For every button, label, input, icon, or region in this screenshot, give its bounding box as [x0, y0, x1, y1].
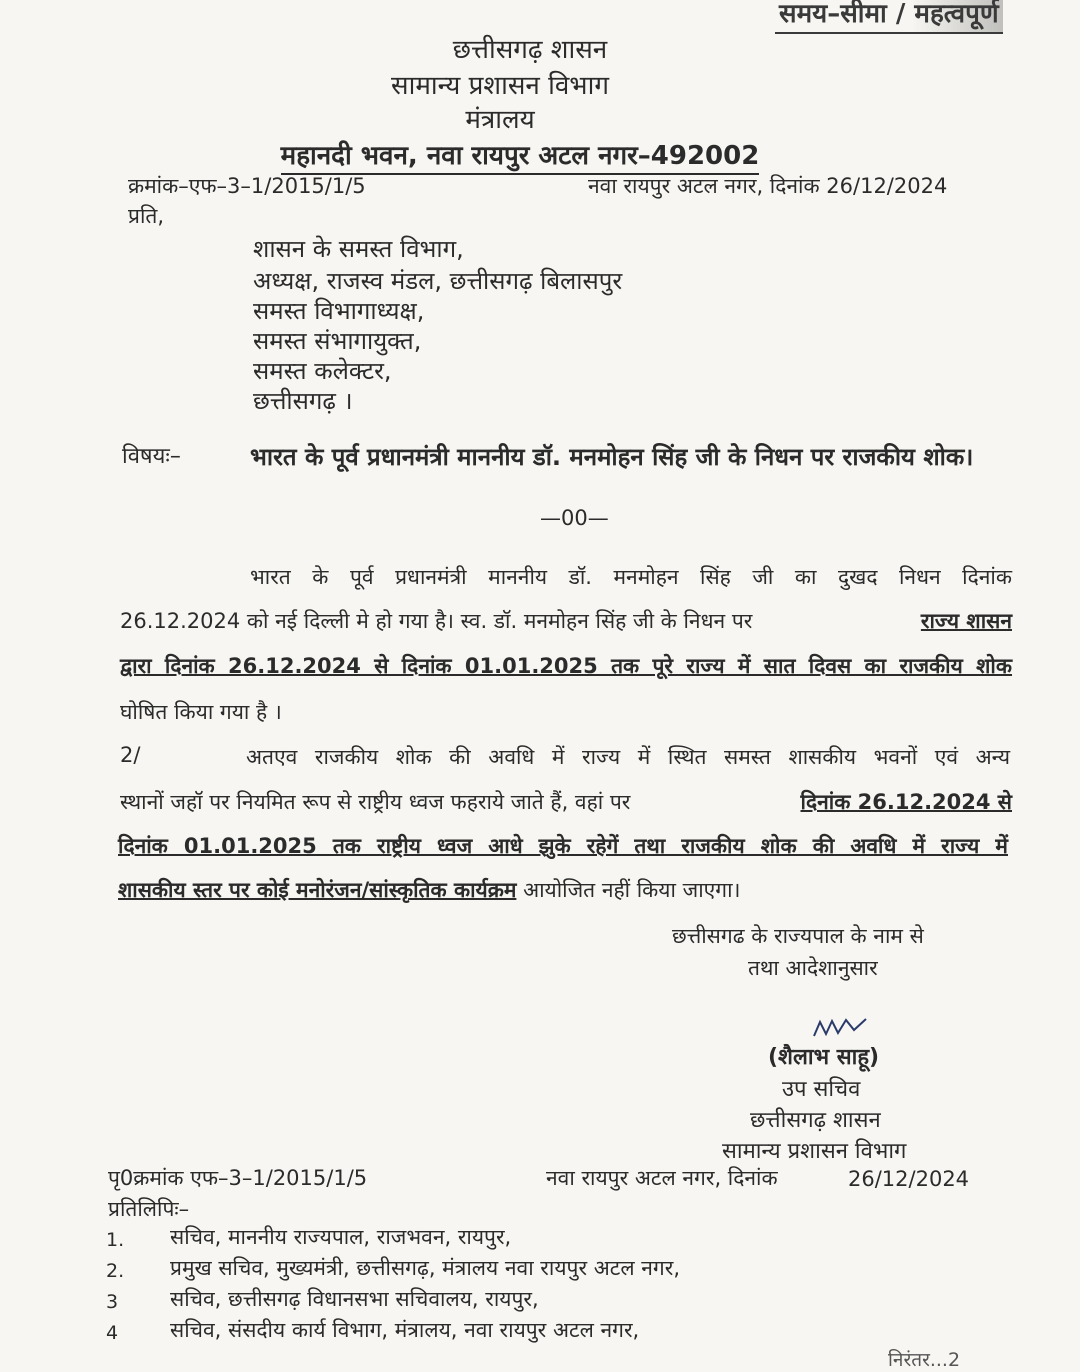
para1-line4: घोषित किया गया है ।: [120, 700, 282, 724]
copy-item: सचिव, संसदीय कार्य विभाग, मंत्रालय, नवा रायपुर अटल नगर,: [170, 1318, 640, 1342]
copy-item-number: 4: [106, 1322, 119, 1344]
para2-number: 2/: [120, 743, 141, 767]
signatory-designation: उप सचिव: [782, 1077, 861, 1102]
closing-line1: छत्तीसगढ के राज्यपाल के नाम से: [672, 924, 924, 948]
para2-line2-underlined: दिनांक 26.12.2024 से: [800, 790, 1012, 814]
para2-line2-text: स्थानों जहॉ पर नियमित रूप से राष्ट्रीय ध्वज फहराये जाते हैं, वहां पर: [120, 790, 631, 814]
closing-line2: तथा आदेशानुसार: [748, 956, 878, 980]
para1-line2: [120, 607, 1012, 635]
addressee-line: समस्त कलेक्टर,: [253, 357, 392, 385]
signatory-govt: छत्तीसगढ़ शासन: [750, 1108, 881, 1133]
header-address: [0, 136, 1060, 172]
addressee-line: समस्त विभागाध्यक्ष,: [253, 297, 425, 325]
prati-label: प्रति,: [128, 204, 165, 228]
subject-label: विषयः–: [122, 444, 181, 469]
addressee-line: छत्तीसगढ़ ।: [253, 387, 353, 415]
para1-line2-underlined: राज्य शासन: [920, 609, 1012, 633]
signatory-department: सामान्य प्रशासन विभाग: [722, 1139, 907, 1164]
reference-place-date: नवा रायपुर अटल नगर, दिनांक 26/12/2024: [588, 174, 948, 198]
para2-line4-underlined: शासकीय स्तर पर कोई मनोरंजन/सांस्कृतिक कार्यक्रम: [118, 878, 517, 902]
addressee-line: शासन के समस्त विभाग,: [253, 235, 464, 263]
signatory-name: (शैलाभ साहू): [768, 1045, 880, 1070]
header-department: सामान्य प्रशासन विभाग: [391, 71, 609, 101]
copy-item: प्रमुख सचिव, मुख्यमंत्री, छत्तीसगढ़, मंत्रालय नवा रायपुर अटल नगर,: [170, 1256, 680, 1280]
para1-line3-underlined: द्वारा दिनांक 26.12.2024 से दिनांक 01.01.2025 तक पूरे राज्य में सात दिवस का राजकीय शोक: [120, 654, 1012, 678]
reference-number: क्रमांक–एफ–3–1/2015/1/5: [128, 174, 366, 198]
copy-item-number: 1.: [106, 1229, 125, 1251]
addressee-line: अध्यक्ष, राजस्व मंडल, छत्तीसगढ़ बिलासपुर: [253, 267, 623, 295]
para2-line2: [120, 788, 1012, 816]
para2-line4: [118, 876, 740, 904]
endorsement-date: 26/12/2024: [848, 1167, 970, 1191]
copy-label: प्रतिलिपिः–: [108, 1197, 190, 1221]
para1-line2-text: 26.12.2024 को नई दिल्ली मे हो गया है। स्व. डॉ. मनमोहन सिंह जी के निधन पर: [120, 609, 753, 633]
endorsement-place-date: नवा रायपुर अटल नगर, दिनांक: [546, 1166, 778, 1190]
para2-line3-underlined: दिनांक 01.01.2025 तक राष्ट्रीय ध्वज आधे झुके रहेगें तथा राजकीय शोक की अवधि में राज्य में: [118, 834, 1008, 858]
header-ministry: मंत्रालय: [465, 105, 535, 135]
header-address-text: महानदी भवन, नवा रायपुर अटल नगर–492002: [281, 141, 760, 175]
endorsement-number: पृ0क्रमांक एफ–3–1/2015/1/5: [108, 1166, 368, 1190]
separator: —00—: [540, 506, 609, 530]
addressee-line: समस्त संभागायुक्त,: [253, 327, 422, 355]
copy-item-number: 2.: [106, 1260, 125, 1282]
priority-stamp: समय–सीमा / महत्वपूर्ण: [775, 0, 1003, 34]
para2-line1: अतएव राजकीय शोक की अवधि में राज्य में स्थित समस्त शासकीय भवनों एवं अन्य: [246, 745, 1010, 769]
signature-mark: [810, 1016, 870, 1042]
subject-text: भारत के पूर्व प्रधानमंत्री माननीय डॉ. मनमोहन सिंह जी के निधन पर राजकीय शोक।: [250, 443, 974, 471]
copy-item: सचिव, माननीय राज्यपाल, राजभवन, रायपुर,: [170, 1225, 512, 1249]
copy-item-number: 3: [106, 1291, 119, 1313]
copy-item: सचिव, छत्तीसगढ़ विधानसभा सचिवालय, रायपुर,: [170, 1287, 539, 1311]
para1-line1: भारत के पूर्व प्रधानमंत्री माननीय डॉ. मनमोहन सिंह जी का दुखद निधन दिनांक: [250, 565, 1012, 589]
para2-line4-text: आयोजित नहीं किया जाएगा।: [523, 878, 741, 902]
header-govt: छत्तीसगढ़ शासन: [452, 35, 608, 65]
continued-marker: निरंतर...2: [888, 1349, 961, 1371]
